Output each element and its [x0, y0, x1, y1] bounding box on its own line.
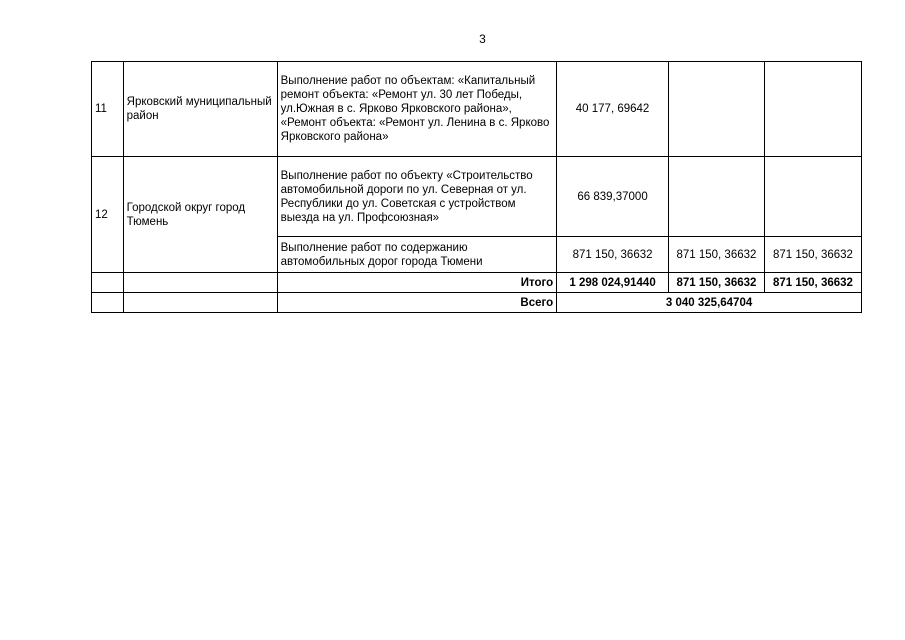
itogo-year-1: 1 298 024,91440	[557, 273, 669, 293]
amount-year-3	[764, 62, 861, 157]
municipality-name: Ярковский муниципальный район	[123, 62, 277, 157]
vsego-label: Всего	[277, 293, 557, 313]
itogo-year-2: 871 150, 36632	[668, 273, 764, 293]
work-description: Выполнение работ по объектам: «Капитальный ремонт объекта: «Ремонт ул. 30 лет Победы, ул.Южная в с. Ярково Ярковского района», «Ремонт объекта: «Ремонт ул. Ленина в с. Ярково Ярковского района»	[277, 62, 557, 157]
row-number: 11	[92, 62, 124, 157]
amount-year-1: 66 839,37000	[557, 157, 669, 237]
work-description: Выполнение работ по объекту «Строительство автомобильной дороги по ул. Северная от ул. Республики до ул. Советская с устройством выезда на ул. Профсоюзная»	[277, 157, 557, 237]
municipality-name: Городской округ город Тюмень	[123, 157, 277, 273]
itogo-label: Итого	[277, 273, 557, 293]
amount-year-1: 40 177, 69642	[557, 62, 669, 157]
itogo-year-3: 871 150, 36632	[764, 273, 861, 293]
itogo-row	[92, 273, 862, 293]
amount-year-3	[764, 157, 861, 237]
vsego-total: 3 040 325,64704	[557, 293, 862, 313]
amount-year-3: 871 150, 36632	[764, 237, 861, 273]
row-number: 12	[92, 157, 124, 273]
empty-cell	[92, 273, 124, 293]
empty-cell	[92, 293, 124, 313]
table-row	[92, 62, 862, 157]
page-number: 3	[479, 32, 486, 46]
vsego-row	[92, 293, 862, 313]
table-row	[92, 157, 862, 237]
empty-cell	[123, 293, 277, 313]
amount-year-2: 871 150, 36632	[668, 237, 764, 273]
empty-cell	[123, 273, 277, 293]
work-description: Выполнение работ по содержанию автомобильных дорог города Тюмени	[277, 237, 557, 273]
amount-year-1: 871 150, 36632	[557, 237, 669, 273]
amount-year-2	[668, 62, 764, 157]
amount-year-2	[668, 157, 764, 237]
funding-table	[91, 61, 862, 313]
